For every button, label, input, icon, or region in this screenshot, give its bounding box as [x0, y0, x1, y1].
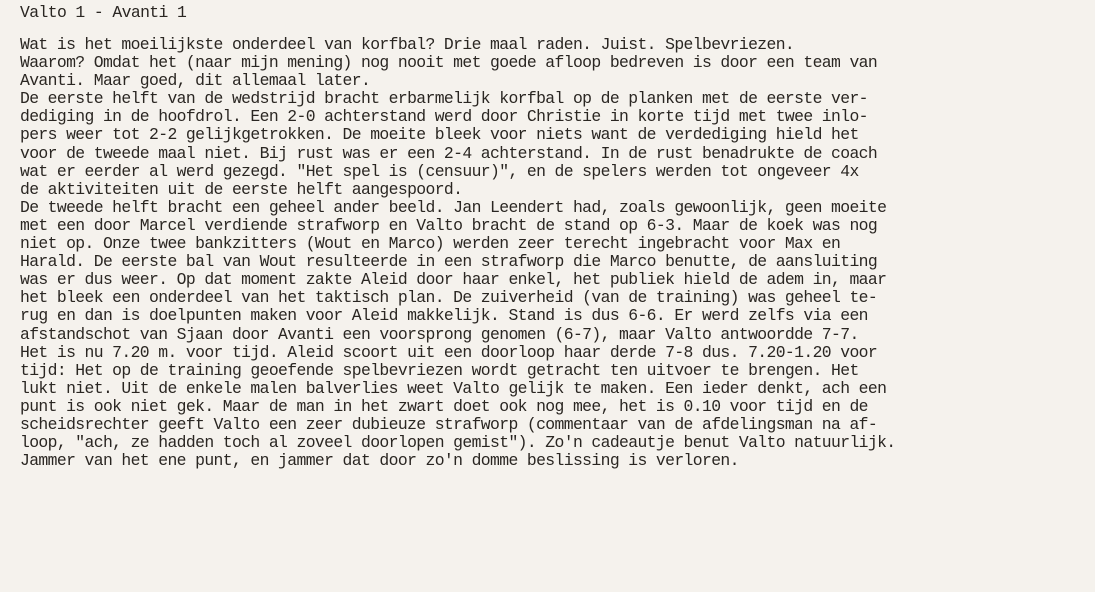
- text-line: niet op. Onze twee bankzitters (Wout en Marco) werden zeer terecht ingebracht voor Max en: [20, 234, 841, 254]
- text-line: scheidsrechter geeft Valto een zeer dubieuze strafworp (commentaar van de afdelingsman na af-: [20, 414, 878, 434]
- text-line: Waarom? Omdat het (naar mijn mening) nog nooit met goede afloop bedreven is door een team van: [20, 53, 878, 73]
- article-title: Valto 1 - Avanti 1: [20, 3, 187, 22]
- text-line: Wat is het moeilijkste onderdeel van korfbal? Drie maal raden. Juist. Spelbevriezen.: [20, 35, 795, 54]
- text-line: Harald. De eerste bal van Wout resulteerde in een strafworp die Marco benutte, de aansluiting: [20, 252, 878, 272]
- text-line: was er dus weer. Op dat moment zakte Aleid door haar enkel, het publiek hield de adem in, maar: [20, 270, 887, 290]
- text-line: pers weer tot 2-2 gelijkgetrokken. De moeite bleek voor niets want de verdediging hield het: [20, 125, 859, 145]
- text-line: lukt niet. Uit de enkele malen balverlies weet Valto gelijk te maken. Een ieder denkt, ach een: [20, 378, 887, 398]
- text-line: Avanti. Maar goed, dit allemaal later.: [20, 71, 371, 91]
- text-line: het bleek een onderdeel van het taktisch plan. De zuiverheid (van de training) was geheel te-: [20, 288, 878, 308]
- text-line: afstandschot van Sjaan door Avanti een voorsprong genomen (6-7), maar Valto antwoordde 7-7.: [20, 324, 859, 344]
- text-line: Het is nu 7.20 m. voor tijd. Aleid scoort uit een doorloop haar derde 7-8 dus. 7.20-1.20 voor: [20, 342, 878, 362]
- text-line: met een door Marcel verdiende strafworp en Valto bracht de stand op 6-3. Maar de koek was nog: [20, 215, 878, 235]
- text-line: de aktiviteiten uit de eerste helft aangespoord.: [20, 179, 463, 199]
- text-line: voor de tweede maal niet. Bij rust was er een 2-4 achterstand. In de rust benadrukte de coach: [20, 143, 878, 163]
- text-line: loop, "ach, ze hadden toch al zoveel doorlopen gemist"). Zo'n cadeautje benut Valto natuurlijk.: [20, 433, 896, 453]
- text-line: Jammer van het ene punt, en jammer dat door zo'n domme beslissing is verloren.: [20, 451, 739, 471]
- text-line: punt is ook niet gek. Maar de man in het zwart doet ook nog mee, het is 0.10 voor tijd en de: [20, 396, 868, 416]
- text-line: rug en dan is doelpunten maken voor Aleid makkelijk. Stand is dus 6-6. Er werd zelfs via een: [20, 306, 868, 326]
- text-line: dediging in de hoofdrol. Een 2-0 achterstand werd door Christie in korte tijd met twee inlo-: [20, 107, 868, 127]
- text-line: De tweede helft bracht een geheel ander beeld. Jan Leendert had, zoals gewoonlijk, geen moeite: [20, 197, 887, 217]
- text-line: De eerste helft van de wedstrijd bracht erbarmelijk korfbal op de planken met de eerste ver-: [20, 89, 868, 109]
- article-body: [20, 36, 1095, 470]
- text-line: wat er eerder al werd gezegd. "Het spel is (censuur)", en de spelers werden tot ongeveer 4x: [20, 161, 859, 181]
- text-line: tijd: Het op de training geoefende spelbevriezen wordt getracht ten uitvoer te brengen. Het: [20, 360, 859, 380]
